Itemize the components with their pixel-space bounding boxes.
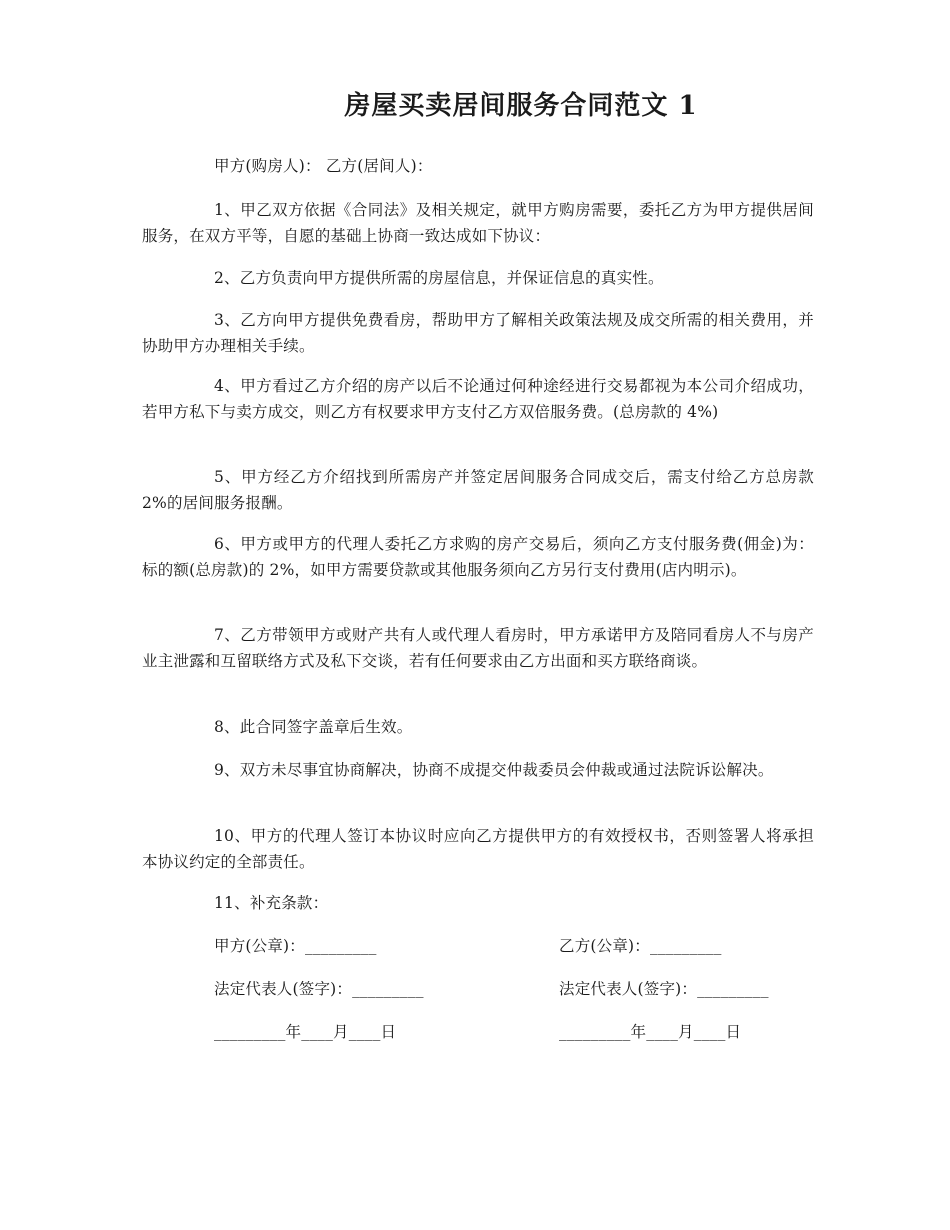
clause-7: 7、乙方带领甲方或财产共有人或代理人看房时，甲方承诺甲方及陪同看房人不与房产业主泄露和互留联络方式及私下交谈，若有任何要求由乙方出面和买方联络商谈。: [142, 626, 814, 670]
clause-3: 3、乙方向甲方提供免费看房，帮助甲方了解相关政策法规及成交所需的相关费用，并协助甲方办理相关手续。: [142, 311, 814, 355]
clause-2: 2、乙方负责向甲方提供所需的房屋信息，并保证信息的真实性。: [214, 269, 664, 287]
document-title: 房屋买卖居间服务合同范文 1: [344, 91, 698, 121]
clause-5: 5、甲方经乙方介绍找到所需房产并签定居间服务合同成交后，需支付给乙方总房款 2%的居间服务报酬。: [142, 468, 814, 512]
clause-11: 11、补充条款：: [214, 894, 329, 912]
clause-1: 1、甲乙双方依据《合同法》及相关规定，就甲方购房需要，委托乙方为甲方提供居间服务，在双方平等，自愿的基础上协商一致达成如下协议：: [142, 201, 814, 245]
party-a-date-line: _________年____月____日: [214, 1023, 397, 1041]
clause-9: 9、双方未尽事宜协商解决，协商不成提交仲裁委员会仲裁或通过法院诉讼解决。: [214, 761, 774, 779]
party-b-seal-line: 乙方(公章)：_________: [559, 937, 722, 955]
clause-10: 10、甲方的代理人签订本协议时应向乙方提供甲方的有效授权书，否则签署人将承担本协议约定的全部责任。: [142, 827, 814, 871]
party-a-seal-line: 甲方(公章)：_________: [214, 937, 377, 955]
clause-8: 8、此合同签字盖章后生效。: [214, 718, 413, 736]
clause-6: 6、甲方或甲方的代理人委托乙方求购的房产交易后，须向乙方支付服务费(佣金)为：标的额(总房款)的 2%，如甲方需要贷款或其他服务须向乙方另行支付费用(店内明示)。: [142, 535, 814, 579]
party-a-representative-line: 法定代表人(签字)：_________: [214, 980, 424, 998]
party-b-date-line: _________年____月____日: [559, 1023, 742, 1041]
party-b-representative-line: 法定代表人(签字)：_________: [559, 980, 769, 998]
parties-line: 甲方(购房人)： 乙方(居间人)：: [214, 157, 433, 175]
clause-4: 4、甲方看过乙方介绍的房产以后不论通过何种途经进行交易都视为本公司介绍成功，若甲方私下与卖方成交，则乙方有权要求甲方支付乙方双倍服务费。(总房款的 4%): [142, 377, 814, 421]
